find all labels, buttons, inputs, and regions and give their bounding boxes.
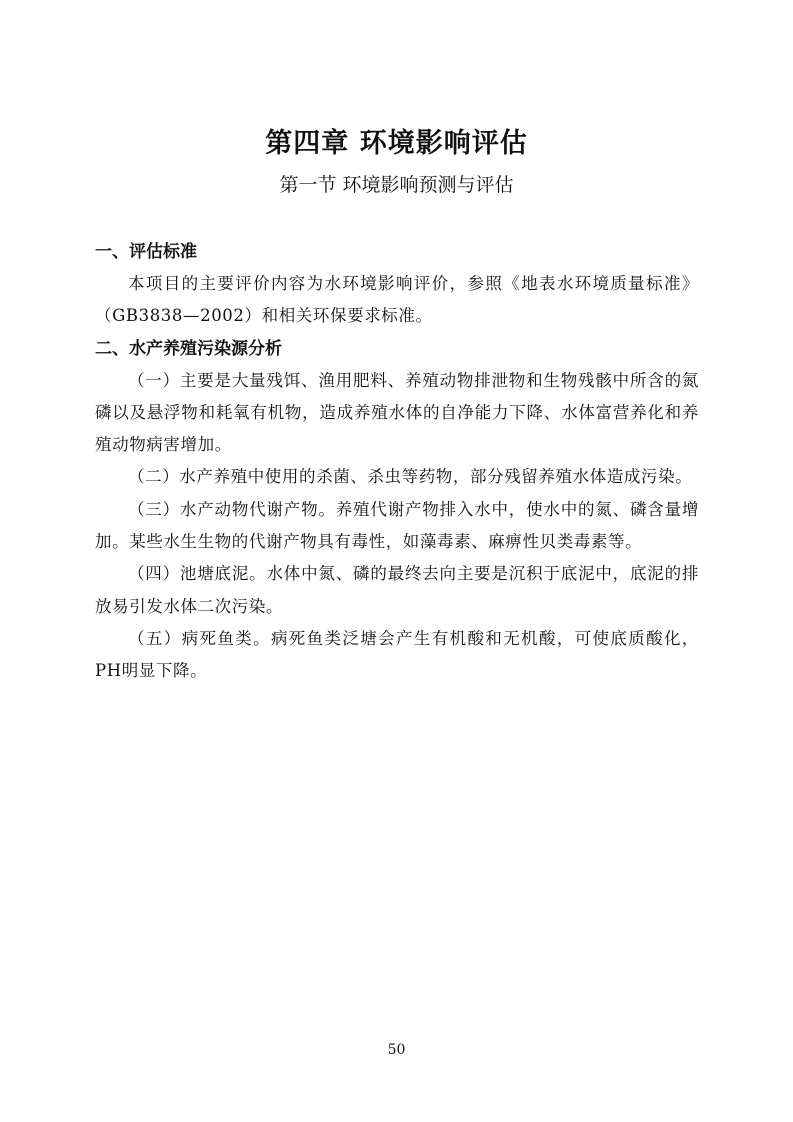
- section-pollution-source-analysis: [95, 333, 699, 688]
- page-number: 50: [387, 1042, 406, 1058]
- section-heading: 二、水产养殖污染源分析: [95, 338, 282, 359]
- body-content: [95, 236, 699, 688]
- section-evaluation-standard: [95, 236, 699, 333]
- paragraph: （二）水产养殖中使用的杀菌、杀虫等药物，部分残留养殖水体造成污染。: [128, 467, 693, 487]
- paragraph: （三）水产动物代谢产物。养殖代谢产物排入水中，使水中的氮、磷含量增加。某些水生生物的代谢产物具有毒性，如藻毒素、麻痹性贝类毒素等。: [95, 499, 699, 552]
- section-title: 第一节 环境影响预测与评估: [279, 174, 514, 196]
- paragraph: （一）主要是大量残饵、渔用肥料、养殖动物排泄物和生物残骸中所含的氮磷以及悬浮物和耗氧有机物，造成养殖水体的自净能力下降、水体富营养化和养殖动物病害增加。: [95, 370, 699, 455]
- paragraph: （四）池塘底泥。水体中氮、磷的最终去向主要是沉积于底泥中，底泥的排放易引发水体二次污染。: [95, 564, 699, 616]
- paragraph: （五）病死鱼类。病死鱼类泛塘会产生有机酸和无机酸，可使底质酸化，PH明显下降。: [95, 628, 699, 681]
- paragraph: 本项目的主要评价内容为水环境影响评价，参照《地表水环境质量标准》（GB3838—2002）和相关环保要求标准。: [95, 274, 699, 326]
- section-heading: 一、评估标准: [95, 242, 197, 262]
- chapter-title: 第四章 环境影响评估: [265, 128, 528, 159]
